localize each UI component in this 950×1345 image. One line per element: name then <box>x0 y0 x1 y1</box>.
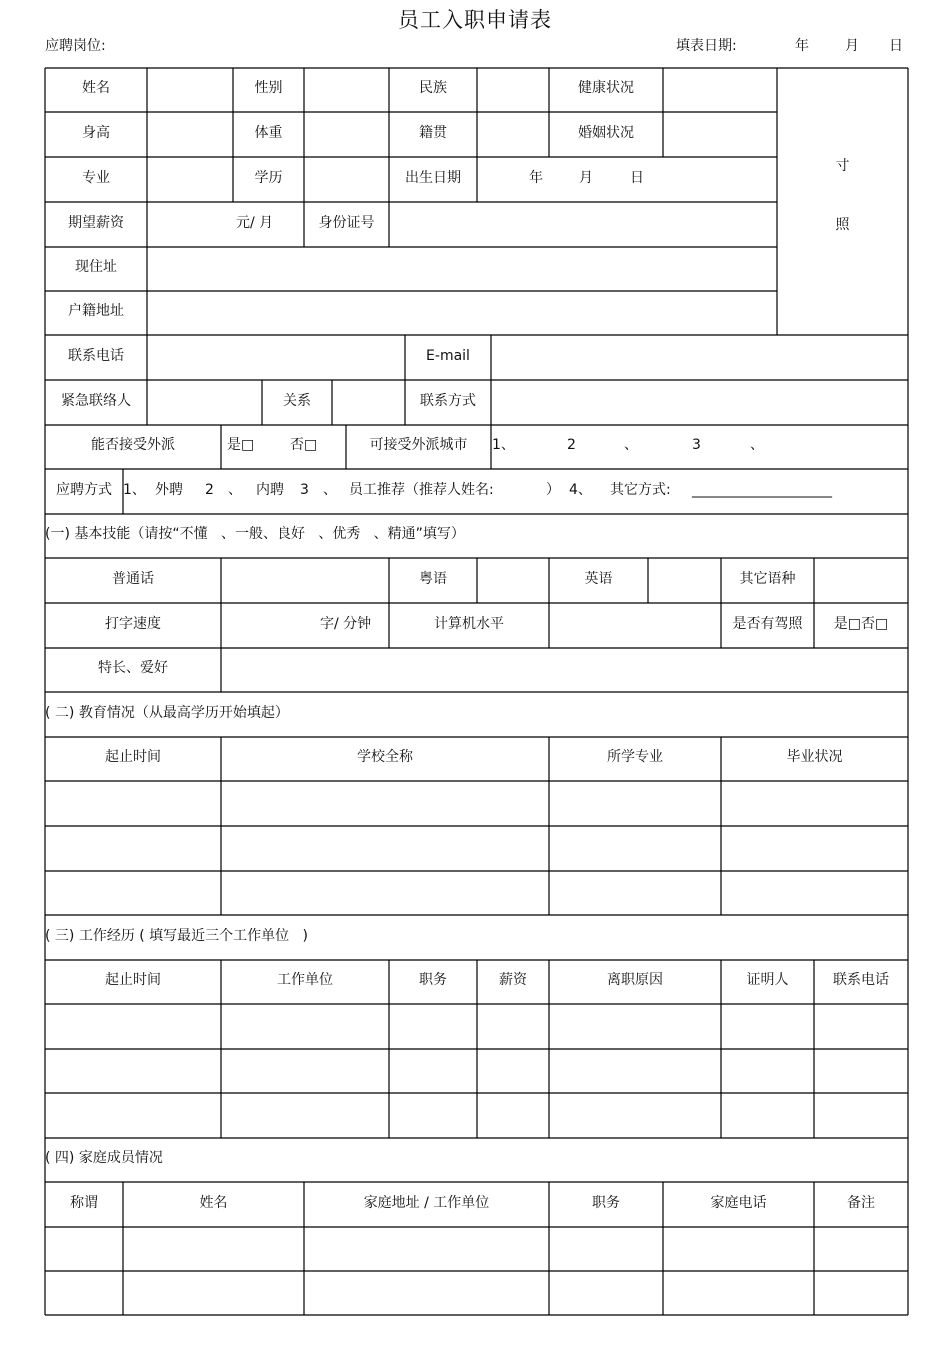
fill-date-day: 日 <box>889 38 903 54</box>
cantonese-label: 粤语 <box>419 571 447 587</box>
typing-speed-label: 打字速度 <box>105 616 161 632</box>
family-header-address: 家庭地址 / 工作单位 <box>363 1195 490 1211</box>
name-label: 姓名 <box>82 80 110 96</box>
city-1: 1、 <box>492 437 515 453</box>
apply-internal: 内聘 <box>256 482 284 498</box>
driving-license-options: 是□否□ <box>833 616 889 632</box>
city-sep-3: 、 <box>750 437 764 453</box>
apply-method-label: 应聘方式 <box>56 482 112 498</box>
hobbies-label: 特长、爱好 <box>98 660 168 676</box>
skills-section-title: (一) 基本技能（请按“不懂 、一般、良好 、优秀 、精通”填写） <box>45 526 465 542</box>
apply-option-2: 2 <box>205 482 214 498</box>
id-number-label: 身份证号 <box>318 215 375 231</box>
education-header-school: 学校全称 <box>357 749 413 765</box>
apply-option-1: 1、 <box>123 482 146 498</box>
birth-day: 日 <box>630 170 644 186</box>
family-header-position: 职务 <box>592 1195 620 1211</box>
marital-label: 婚姻状况 <box>578 125 634 141</box>
education-level-label: 学历 <box>254 170 283 186</box>
weight-label: 体重 <box>254 125 283 141</box>
education-header-graduation: 毕业状况 <box>786 749 843 765</box>
work-header-period: 起止时间 <box>105 972 161 988</box>
computer-level-label: 计算机水平 <box>434 616 504 632</box>
work-header-employer: 工作单位 <box>277 972 333 988</box>
mandarin-label: 普通话 <box>112 571 154 587</box>
education-header-period: 起止时间 <box>105 749 161 765</box>
height-label: 身高 <box>82 125 110 141</box>
family-header-title: 称谓 <box>70 1195 98 1211</box>
address-label: 现住址 <box>75 259 117 275</box>
position-label: 应聘岗位: <box>45 38 106 54</box>
city-sep-2: 、 <box>624 437 638 453</box>
english-label: 英语 <box>584 571 613 587</box>
health-label: 健康状况 <box>578 80 634 96</box>
major-label: 专业 <box>82 170 110 186</box>
phone-label: 联系电话 <box>68 348 124 364</box>
apply-sep-b: 、 <box>323 482 337 498</box>
apply-other: 其它方式: <box>610 482 671 498</box>
salary-label: 期望薪资 <box>68 215 124 231</box>
apply-other-blank: ____________________ <box>692 482 832 498</box>
typing-unit: 字/ 分钟 <box>320 616 372 632</box>
ethnicity-label: 民族 <box>419 80 447 96</box>
fill-date-label: 填表日期: <box>676 38 737 54</box>
family-header-name: 姓名 <box>199 1195 228 1211</box>
gender-label: 性别 <box>254 80 283 96</box>
apply-close-paren: ） <box>546 482 560 498</box>
family-section-title: ( 四) 家庭成员情况 <box>45 1150 163 1166</box>
birth-year: 年 <box>529 170 543 186</box>
assignment-no: 否□ <box>290 437 318 453</box>
assignment-yes: 是□ <box>227 437 255 453</box>
work-header-salary: 薪资 <box>499 972 527 988</box>
work-header-position: 职务 <box>419 972 447 988</box>
family-header-note: 备注 <box>847 1195 875 1211</box>
apply-option-4: 4、 <box>569 482 592 498</box>
assignment-label: 能否接受外派 <box>91 437 175 453</box>
city-2: 2 <box>567 437 576 453</box>
city-3: 3 <box>692 437 701 453</box>
email-label: E-mail <box>426 348 470 364</box>
birth-date-label: 出生日期 <box>405 170 461 186</box>
form-title: 员工入职申请表 <box>398 8 552 32</box>
fill-date-month: 月 <box>845 38 859 54</box>
emergency-contact-label: 紧急联络人 <box>61 393 131 409</box>
apply-option-3: 3 <box>300 482 309 498</box>
apply-sep-a: 、 <box>228 482 242 498</box>
work-header-phone: 联系电话 <box>833 972 889 988</box>
work-header-reference: 证明人 <box>746 972 789 988</box>
other-language-label: 其它语种 <box>739 571 796 587</box>
driving-license-label: 是否有驾照 <box>732 616 803 632</box>
fill-date-year: 年 <box>795 38 809 54</box>
work-header-leave-reason: 离职原因 <box>607 972 663 988</box>
household-address-label: 户籍地址 <box>68 303 124 319</box>
apply-referral: 员工推荐（推荐人姓名: <box>349 482 494 498</box>
education-section-title: ( 二) 教育情况（从最高学历开始填起） <box>45 705 289 721</box>
education-header-major: 所学专业 <box>607 749 663 765</box>
assignment-cities-label: 可接受外派城市 <box>369 437 468 453</box>
apply-external: 外聘 <box>155 482 183 498</box>
work-section-title: ( 三) 工作经历 ( 填写最近三个工作单位 ) <box>45 928 308 944</box>
birth-month: 月 <box>579 170 593 186</box>
salary-unit: 元/ 月 <box>236 215 274 231</box>
native-place-label: 籍贯 <box>419 125 447 141</box>
photo-cun: 寸 <box>835 158 850 174</box>
family-header-phone: 家庭电话 <box>710 1195 767 1211</box>
contact-method-label: 联系方式 <box>420 393 476 409</box>
relation-label: 关系 <box>283 393 311 409</box>
photo-zhao: 照 <box>835 217 850 233</box>
